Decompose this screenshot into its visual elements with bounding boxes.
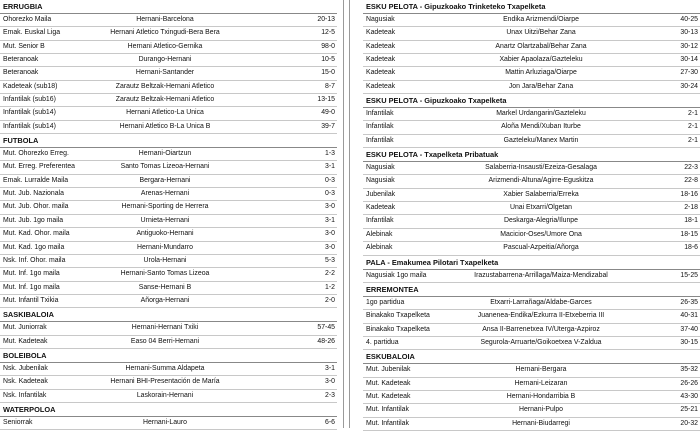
result-row — [0, 188, 337, 201]
result-row — [363, 175, 700, 188]
match-label: Unai Etxarri/Olgetan — [509, 204, 573, 212]
match-label: Hernani BHI-Presentación de María — [110, 378, 220, 386]
section-title: BOLEIBOLA — [0, 349, 337, 363]
match-label: Juanenea-Endika/Ezkurra II-Etxeberria III — [477, 312, 605, 320]
category-label: Mut. Kadeteak — [3, 337, 48, 345]
category-label: Beteranoak — [3, 69, 39, 77]
result-row — [363, 215, 700, 228]
section-futbola — [0, 134, 337, 308]
section-eskubaloia — [363, 350, 700, 431]
section-title: FUTBOLA — [0, 134, 337, 148]
score-value: 30-24 — [680, 82, 698, 90]
match-label: Xabier Apaolaza/Gazteleku — [499, 56, 583, 64]
category-label: Kadeteak (sub18) — [3, 82, 58, 90]
score-value: 1-2 — [325, 283, 335, 291]
result-row — [363, 67, 700, 80]
result-row — [363, 364, 700, 377]
score-value: 10-5 — [321, 56, 335, 64]
match-label: Hernani-Oiartzun — [138, 150, 192, 158]
score-value: 26-26 — [680, 379, 698, 387]
result-row — [0, 295, 337, 308]
match-label: Anartz Olartzabal/Behar Zana — [495, 42, 587, 50]
match-label: Urola-Hernani — [143, 256, 187, 264]
match-label: Hernani-Sporting de Herrera — [121, 203, 209, 211]
section-title: ERRUGBIA — [0, 0, 337, 14]
score-value: 2-1 — [688, 110, 698, 118]
category-label: Alebinak — [366, 230, 393, 238]
category-label: Binakako Txapelketa — [366, 312, 430, 320]
score-value: 2-18 — [684, 204, 698, 212]
match-label: Gazteleku/Manex Martin — [503, 136, 579, 144]
category-label: Mut. Jubenilak — [366, 366, 411, 374]
section-pala-emakumea-pilotari-txapelketa — [363, 256, 700, 283]
score-value: 2-3 — [325, 391, 335, 399]
section-esku-pelota-gipuzkoako-trinketeko-txapelketa — [363, 0, 700, 94]
result-row — [363, 108, 700, 121]
match-label: Easo 04 Berri-Hernani — [130, 337, 200, 345]
category-label: Infantilak — [366, 123, 394, 131]
score-value: 15-25 — [680, 271, 698, 279]
score-value: 30-13 — [680, 29, 698, 37]
match-label: Hernani-Santo Tomas Lizeoa — [120, 270, 210, 278]
result-row — [0, 121, 337, 134]
score-value: 12-5 — [321, 29, 335, 37]
category-label: Mut. Infantil Txikia — [3, 296, 59, 304]
category-label: 1go partidua — [366, 298, 405, 306]
result-row — [0, 148, 337, 161]
category-label: Mut. Kadeteak — [366, 379, 411, 387]
score-value: 3-0 — [325, 230, 335, 238]
match-label: Endika Arizmendi/Oiarpe — [503, 16, 579, 23]
category-label: Mut. Inf. 1go maila — [3, 283, 60, 291]
category-label: Infantilak — [366, 136, 394, 144]
result-row — [363, 310, 700, 323]
score-value: 6-6 — [325, 418, 335, 426]
category-label: Emak. Euskal Liga — [3, 29, 61, 37]
score-value: 0-3 — [325, 190, 335, 198]
category-label: Beteranoak — [3, 56, 39, 64]
result-row — [0, 242, 337, 255]
result-row — [0, 363, 337, 376]
category-label: Mut. Infantilak — [366, 406, 409, 414]
category-label: Mut. Erreg. Preferentea — [3, 163, 76, 171]
match-label: Hernani-Santander — [135, 69, 195, 77]
result-row — [363, 135, 700, 148]
score-value: 22-3 — [684, 164, 698, 172]
category-label: Infantilak (sub14) — [3, 122, 56, 130]
category-label: Kadeteak — [366, 56, 396, 64]
section-title: SASKIBALOIA — [0, 308, 337, 322]
result-row — [0, 14, 337, 27]
result-row — [363, 270, 700, 283]
match-label: Deskarga-Alegria/Ilunpe — [504, 217, 578, 225]
result-row — [0, 376, 337, 389]
match-label: Añorga-Hernani — [140, 296, 190, 304]
result-row — [0, 81, 337, 94]
result-row — [0, 201, 337, 214]
category-label: Nsk. Kadeteak — [3, 378, 48, 386]
result-row — [0, 107, 337, 120]
score-value: 98-0 — [321, 42, 335, 50]
match-label: Hernani-Hernani Txiki — [131, 324, 199, 332]
match-label: Mattin Arluziaga/Oiarpe — [505, 69, 577, 77]
score-value: 18-6 — [684, 244, 698, 252]
category-label: Kadeteak — [366, 82, 396, 90]
score-value: 57-45 — [317, 324, 335, 332]
result-row — [0, 228, 337, 241]
score-value: 40-25 — [680, 16, 698, 23]
match-label: Hernani-Leizaran — [514, 379, 568, 387]
result-row — [363, 27, 700, 40]
score-value: 0-3 — [325, 176, 335, 184]
section-boleibola — [0, 349, 337, 403]
score-value: 2-1 — [688, 123, 698, 131]
match-label: Hernani-Summa Aldapeta — [125, 364, 205, 372]
score-value: 30-14 — [680, 56, 698, 64]
score-value: 2-0 — [325, 296, 335, 304]
section-title: ERREMONTEA — [363, 283, 700, 297]
result-row — [363, 14, 700, 27]
match-label: Irazustabarrena-Arrillaga/Maiza-Mendizabal — [474, 271, 608, 279]
score-value: 20-13 — [317, 16, 335, 23]
match-label: Hernani Atletico-La Unica — [126, 109, 204, 117]
category-label: Mut. Senior B — [3, 42, 45, 50]
score-value: 43-30 — [680, 392, 698, 400]
result-row — [0, 322, 337, 335]
result-row — [363, 81, 700, 94]
result-row — [0, 417, 337, 430]
match-label: Hernani-Lauro — [142, 418, 188, 426]
match-label: Zarautz Beltzak-Hernani Atletico — [115, 96, 215, 104]
category-label: Infantilak — [366, 217, 394, 225]
result-row — [0, 161, 337, 174]
score-value: 18-15 — [680, 230, 698, 238]
score-value: 18-1 — [684, 217, 698, 225]
category-label: Nagusiak — [366, 177, 395, 185]
score-value: 15-0 — [321, 69, 335, 77]
result-row — [363, 297, 700, 310]
match-label: Hernani-Barcelona — [136, 16, 194, 23]
category-label: Alebinak — [366, 244, 393, 252]
match-label: Hernani-Mundarro — [137, 243, 193, 251]
match-label: Segurola-Arruarte/Goikoetxea V-Zaldua — [480, 338, 602, 346]
score-value: 3-0 — [325, 243, 335, 251]
match-label: Unax Uitzi/Behar Zana — [506, 29, 576, 37]
result-row — [0, 282, 337, 295]
result-row — [363, 242, 700, 255]
result-row — [363, 189, 700, 202]
score-value: 3-1 — [325, 216, 335, 224]
result-row — [0, 54, 337, 67]
category-label: Jubenilak — [366, 190, 396, 198]
result-row — [363, 378, 700, 391]
match-label: Hernani-Bergara — [515, 366, 567, 374]
section-esku-pelota-txapelketa-pribatuak — [363, 148, 700, 255]
category-label: Infantilak — [366, 110, 394, 118]
section-title: ESKUBALOIA — [363, 350, 700, 364]
category-label: Seniorrak — [3, 418, 33, 426]
category-label: Mut. Kadeteak — [366, 392, 411, 400]
score-value: 27-30 — [680, 69, 698, 77]
category-label: Ohorezko Maila — [3, 16, 52, 23]
category-label: Nsk. Jubenilak — [3, 364, 48, 372]
score-value: 26-35 — [680, 298, 698, 306]
match-label: Arizmendi-Altuna/Agirre-Eguskitza — [488, 177, 594, 185]
match-label: Bergara-Hernani — [139, 176, 191, 184]
score-value: 49-0 — [321, 109, 335, 117]
match-label: Aloña Mendi/Xuban Iturbe — [501, 123, 581, 131]
match-label: Durango-Hernani — [138, 56, 192, 64]
category-label: Kadeteak — [366, 42, 396, 50]
section-erremontea — [363, 283, 700, 350]
score-value: 37-40 — [680, 325, 698, 333]
result-row — [0, 255, 337, 268]
score-value: 30-12 — [680, 42, 698, 50]
result-row — [0, 94, 337, 107]
section-title: ESKU PELOTA - Gipuzkoako Trinketeko Txapelketa — [363, 0, 700, 14]
match-label: Salaberria-Insausti/Ezeiza-Gesalaga — [485, 164, 597, 172]
category-label: Nsk. Infantilak — [3, 391, 47, 399]
right-column — [363, 0, 700, 431]
column-divider-inner — [349, 0, 350, 428]
result-row — [0, 175, 337, 188]
match-label: Markel Urdangarin/Gazteleku — [496, 110, 586, 118]
result-row — [363, 324, 700, 337]
score-value: 22-8 — [684, 177, 698, 185]
result-row — [363, 229, 700, 242]
category-label: Mut. Inf. 1go maila — [3, 270, 60, 278]
category-label: Mut. Kad. 1go maila — [3, 243, 65, 251]
result-row — [0, 27, 337, 40]
score-value: 3-0 — [325, 378, 335, 386]
category-label: Infantilak (sub14) — [3, 109, 56, 117]
result-row — [363, 54, 700, 67]
score-value: 25-21 — [680, 406, 698, 414]
match-label: Santo Tomas Lizeoa-Hernani — [120, 163, 210, 171]
category-label: 4. partidua — [366, 338, 399, 346]
match-label: Hernani-Biudarregi — [512, 419, 570, 427]
score-value: 18-16 — [680, 190, 698, 198]
category-label: Mut. Infantilak — [366, 419, 409, 427]
category-label: Mut. Kad. Ohor. maila — [3, 230, 70, 238]
section-waterpoloa — [0, 403, 337, 430]
match-label: Etxarri-Larrañaga/Aldabe-Garces — [490, 298, 592, 306]
category-label: Mut. Juniorrak — [3, 324, 47, 332]
category-label: Mut. Jub. 1go maila — [3, 216, 64, 224]
result-row — [363, 41, 700, 54]
result-row — [0, 336, 337, 349]
result-row — [0, 215, 337, 228]
result-row — [363, 418, 700, 431]
match-label: Antiguoko-Hernani — [136, 230, 194, 238]
section-title: WATERPOLOA — [0, 403, 337, 417]
score-value: 48-26 — [317, 337, 335, 345]
section-title: ESKU PELOTA - Gipuzkoako Txapelketa — [363, 94, 700, 108]
score-value: 3-1 — [325, 364, 335, 372]
match-label: Zarautz Beltzak-Hernani Atletico — [115, 82, 215, 90]
result-row — [363, 121, 700, 134]
match-label: Xabier Salaberria/Erreka — [503, 190, 579, 198]
score-value: 30-15 — [680, 338, 698, 346]
score-value: 20-32 — [680, 419, 698, 427]
result-row — [363, 391, 700, 404]
match-label: Hernani Atletico Txingudi-Bera Bera — [110, 29, 220, 37]
score-value: 2-1 — [688, 136, 698, 144]
score-value: 1-3 — [325, 150, 335, 158]
category-label: Nagusiak — [366, 164, 395, 172]
category-label: Nagusiak 1go maila — [366, 271, 427, 279]
section-errugbia — [0, 0, 337, 134]
score-value: 5-3 — [325, 256, 335, 264]
category-label: Mut. Ohorezko Erreg. — [3, 150, 69, 158]
match-label: Hernani Atletico B-La Unica B — [119, 122, 211, 130]
result-row — [363, 162, 700, 175]
category-label: Kadeteak — [366, 29, 396, 37]
result-row — [363, 404, 700, 417]
match-label: Jon Jara/Behar Zana — [508, 82, 574, 90]
category-label: Kadeteak — [366, 204, 396, 212]
match-label: Hernani Atletico-Gernika — [127, 42, 203, 50]
match-label: Hernani-Hondarribia B — [506, 392, 576, 400]
match-label: Hernani-Pulpo — [518, 406, 564, 414]
category-label: Infantilak (sub16) — [3, 96, 56, 104]
section-esku-pelota-gipuzkoako-txapelketa — [363, 94, 700, 148]
match-label: Pascual-Azpeitia/Añorga — [503, 244, 579, 252]
score-value: 2-2 — [325, 270, 335, 278]
match-label: Sanse-Hernani B — [138, 283, 192, 291]
match-label: Ansa II-Barrenetxea IV/Uterga-Azpiroz — [482, 325, 600, 333]
score-value: 13-15 — [317, 96, 335, 104]
category-label: Kadeteak — [366, 69, 396, 77]
score-value: 35-32 — [680, 366, 698, 374]
match-label: Laskorain-Hernani — [136, 391, 194, 399]
category-label: Nsk. Inf. Ohor. maila — [3, 256, 66, 264]
result-row — [0, 67, 337, 80]
section-title: ESKU PELOTA - Txapelketa Pribatuak — [363, 148, 700, 162]
score-value: 40-31 — [680, 312, 698, 320]
column-divider — [343, 0, 344, 428]
category-label: Binakako Txapelketa — [366, 325, 430, 333]
category-label: Nagusiak — [366, 16, 395, 23]
result-row — [0, 390, 337, 403]
score-value: 3-0 — [325, 203, 335, 211]
score-value: 3-1 — [325, 163, 335, 171]
left-column — [0, 0, 337, 430]
result-row — [363, 202, 700, 215]
result-row — [363, 337, 700, 350]
result-row — [0, 41, 337, 54]
score-value: 8-7 — [325, 82, 335, 90]
category-label: Mut. Jub. Nazionala — [3, 190, 64, 198]
section-title: PALA - Emakumea Pilotari Txapelketa — [363, 256, 700, 270]
category-label: Emak. Lurralde Maila — [3, 176, 69, 184]
result-row — [0, 268, 337, 281]
category-label: Mut. Jub. Ohor. maila — [3, 203, 69, 211]
score-value: 39-7 — [321, 122, 335, 130]
match-label: Arenas-Hernani — [140, 190, 190, 198]
match-label: Macicior-Oses/Umore Ona — [500, 230, 582, 238]
section-saskibaloia — [0, 308, 337, 349]
match-label: Urnieta-Hernani — [140, 216, 190, 224]
